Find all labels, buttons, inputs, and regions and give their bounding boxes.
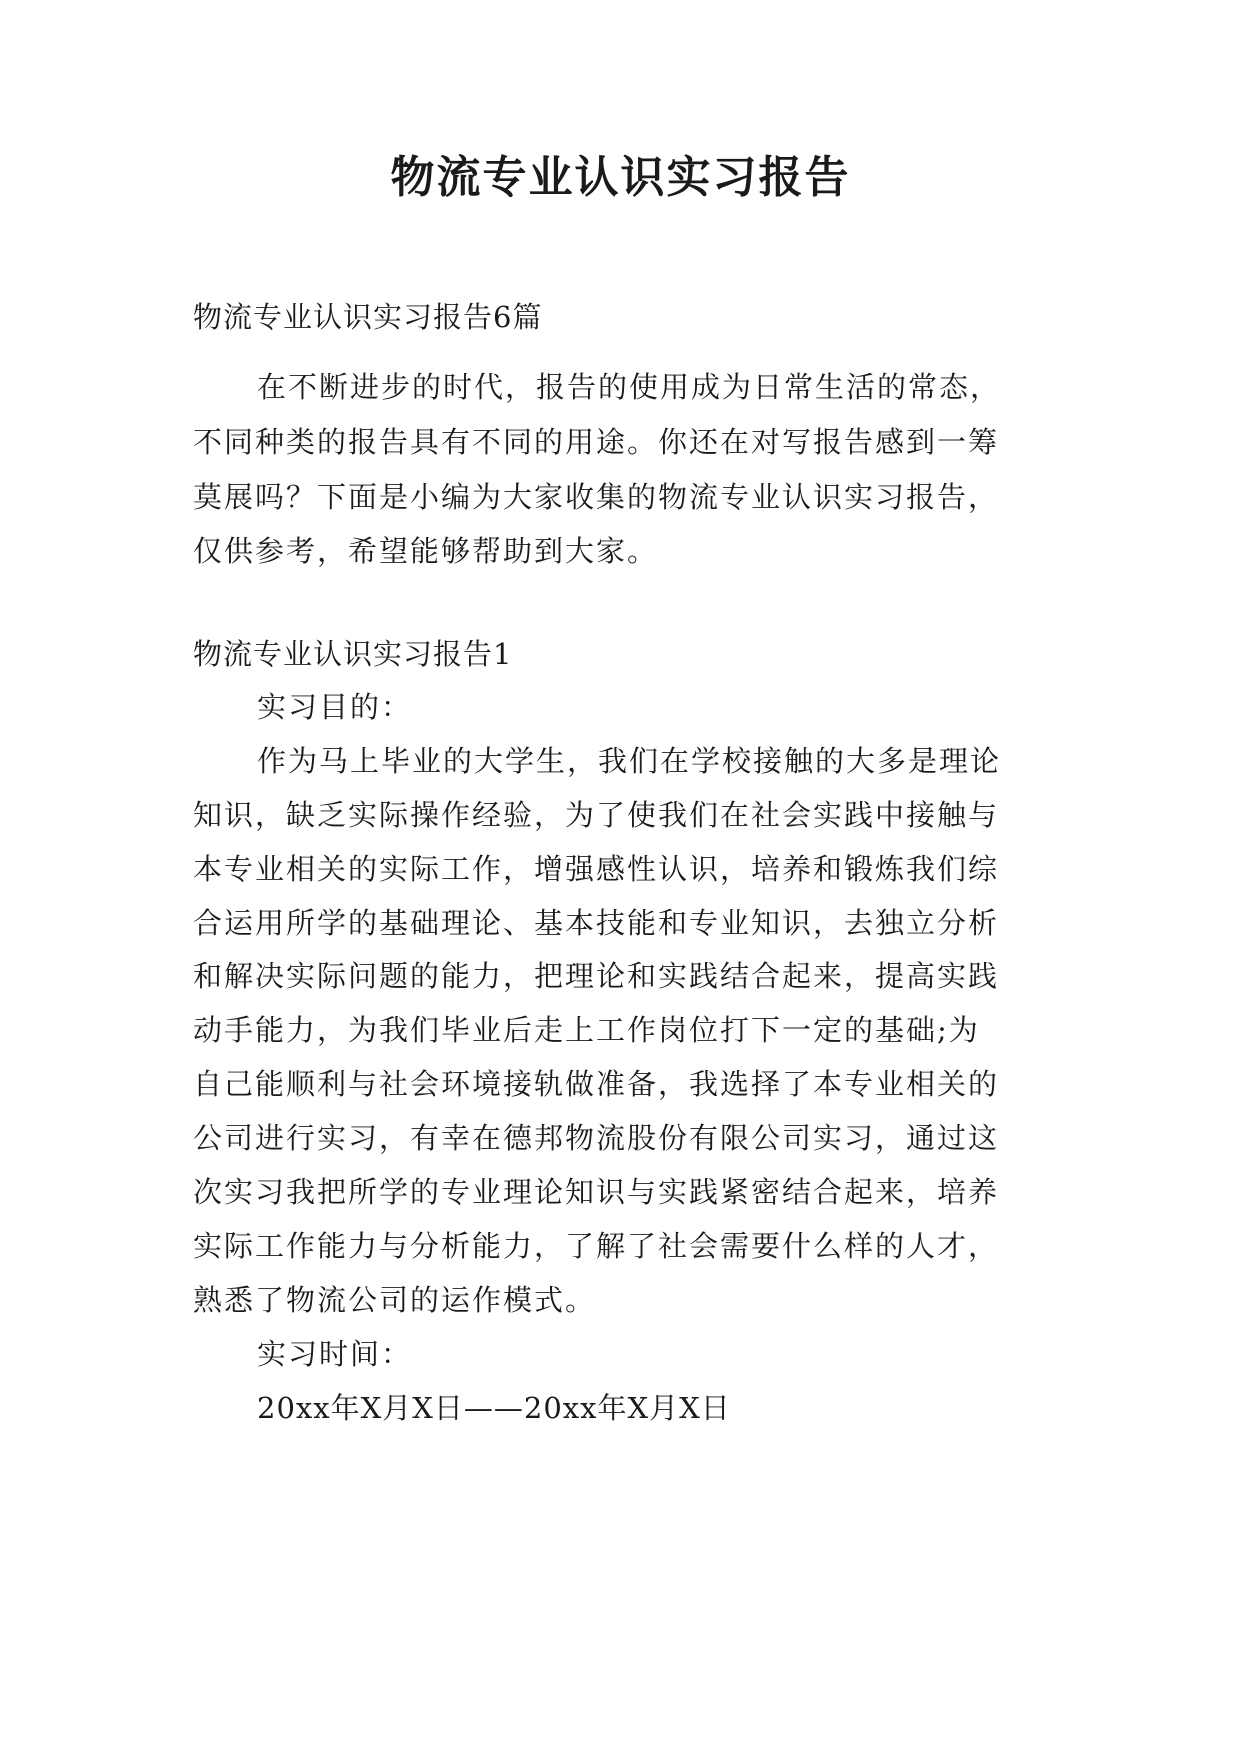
- purpose-line: 实际工作能力与分析能力，了解了社会需要什么样的人才，: [193, 1229, 1000, 1263]
- time-label: 实习时间：: [257, 1337, 413, 1371]
- purpose-line: 次实习我把所学的专业理论知识与实践紧密结合起来，培养: [193, 1175, 1000, 1209]
- purpose-label: 实习目的：: [257, 690, 413, 724]
- time-value: 20xx年X月X日——20xx年X月X日: [257, 1391, 731, 1425]
- section-heading: 物流专业认识实习报告1: [193, 637, 513, 671]
- purpose-line: 和解决实际问题的能力，把理论和实践结合起来，提高实践: [193, 959, 1000, 993]
- purpose-line: 合运用所学的基础理论、基本技能和专业知识，去独立分析: [193, 906, 1000, 940]
- purpose-line: 作为马上毕业的大学生，我们在学校接触的大多是理论: [257, 744, 1002, 778]
- document-subtitle: 物流专业认识实习报告6篇: [193, 300, 543, 334]
- purpose-line: 自己能顺利与社会环境接轨做准备，我选择了本专业相关的: [193, 1067, 1000, 1101]
- purpose-line: 本专业相关的实际工作，增强感性认识，培养和锻炼我们综: [193, 852, 1000, 886]
- intro-line: 在不断进步的时代，报告的使用成为日常生活的常态，: [257, 370, 1002, 404]
- purpose-line: 动手能力，为我们毕业后走上工作岗位打下一定的基础;为: [193, 1013, 980, 1047]
- intro-line: 仅供参考，希望能够帮助到大家。: [193, 534, 659, 568]
- purpose-line: 熟悉了物流公司的运作模式。: [193, 1283, 597, 1317]
- intro-line: 不同种类的报告具有不同的用途。你还在对写报告感到一筹: [193, 425, 1000, 459]
- document-title: 物流专业认识实习报告: [390, 152, 851, 203]
- purpose-line: 公司进行实习，有幸在德邦物流股份有限公司实习，通过这: [193, 1121, 1000, 1155]
- purpose-line: 知识，缺乏实际操作经验，为了使我们在社会实践中接触与: [193, 798, 1000, 832]
- intro-line: 莫展吗？下面是小编为大家收集的物流专业认识实习报告，: [193, 480, 1000, 514]
